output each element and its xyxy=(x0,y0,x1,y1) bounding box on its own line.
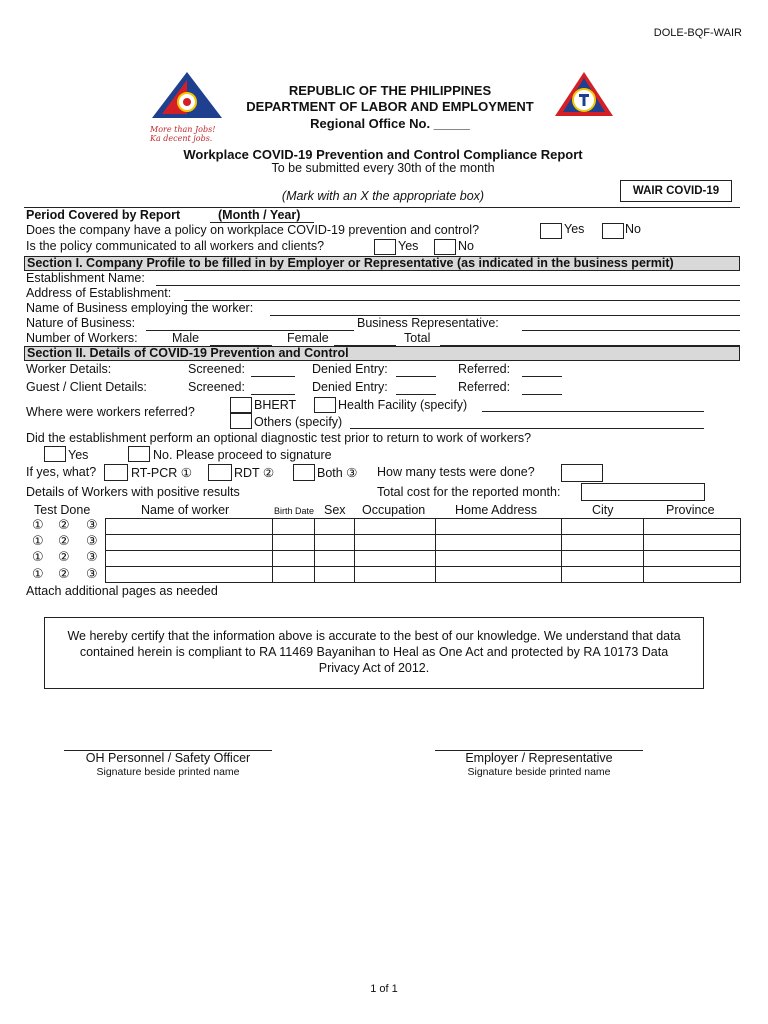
col-occupation: Occupation xyxy=(362,503,426,517)
table-row xyxy=(106,519,741,535)
policy-q1-no-checkbox[interactable] xyxy=(602,223,624,239)
table-row xyxy=(106,535,741,551)
total-cost-input[interactable] xyxy=(581,483,705,501)
business-employing-field[interactable] xyxy=(270,315,740,316)
instruction-text: (Mark with an X the appropriate box) xyxy=(281,189,485,203)
cell-name[interactable] xyxy=(106,567,273,583)
cell-city[interactable] xyxy=(562,551,644,567)
header-republic: REPUBLIC OF THE PHILIPPINES xyxy=(288,83,492,98)
cell-birth-date[interactable] xyxy=(273,535,315,551)
form-code: DOLE-BQF-WAIR xyxy=(653,27,742,39)
both-checkbox[interactable] xyxy=(293,464,315,481)
cell-name[interactable] xyxy=(106,551,273,567)
diag-yes-checkbox[interactable] xyxy=(44,446,66,462)
how-many-input[interactable] xyxy=(561,464,603,482)
logo-tagline-2: Ka decent jobs. xyxy=(150,134,213,143)
col-sex: Sex xyxy=(324,503,346,517)
col-test-done: Test Done xyxy=(34,503,91,517)
rtpcr-label: RT-PCR ① xyxy=(131,466,192,480)
cell-city[interactable] xyxy=(562,535,644,551)
cell-occupation[interactable] xyxy=(355,551,436,567)
worker-referred-field[interactable] xyxy=(522,376,562,377)
policy-question-2: Is the policy communicated to all workers and clients? xyxy=(26,239,325,253)
establishment-name-label: Establishment Name: xyxy=(26,271,145,285)
option-3[interactable]: ③ xyxy=(86,566,98,581)
wair-badge: WAIR COVID-19 xyxy=(620,180,732,202)
total-label: Total xyxy=(404,331,431,345)
total-cost-label: Total cost for the reported month: xyxy=(377,485,561,499)
diag-yes-label: Yes xyxy=(68,448,89,462)
rtpcr-checkbox[interactable] xyxy=(104,464,128,481)
policy-q1-yes-checkbox[interactable] xyxy=(540,223,562,239)
worker-referred-label: Referred: xyxy=(458,362,511,376)
rdt-checkbox[interactable] xyxy=(208,464,232,481)
positive-workers-table xyxy=(105,518,741,583)
nature-label: Nature of Business: xyxy=(26,316,136,330)
cell-birth-date[interactable] xyxy=(273,567,315,583)
diagnostic-question: Did the establishment perform an optional diagnostic test prior to return to work of workers? xyxy=(26,431,532,445)
others-checkbox[interactable] xyxy=(230,413,252,429)
cell-occupation[interactable] xyxy=(355,535,436,551)
details-positive-label: Details of Workers with positive results xyxy=(26,485,240,499)
col-name: Name of worker xyxy=(141,503,230,517)
rdt-label: RDT ② xyxy=(234,466,275,480)
policy-q1-yes-label: Yes xyxy=(564,222,585,236)
section-2-header: Section II. Details of COVID-19 Prevention and Control xyxy=(24,346,740,361)
how-many-label: How many tests were done? xyxy=(377,465,535,479)
option-3[interactable]: ③ xyxy=(86,533,98,548)
logo-tagline-1: More than Jobs! xyxy=(150,125,216,134)
report-subtitle: To be submitted every 30th of the month xyxy=(271,161,495,175)
header-department: DEPARTMENT OF LABOR AND EMPLOYMENT xyxy=(246,99,534,114)
cell-birth-date[interactable] xyxy=(273,551,315,567)
period-label: Period Covered by Report xyxy=(26,208,181,222)
guest-denied-field[interactable] xyxy=(396,394,436,395)
bhert-label: BHERT xyxy=(254,398,297,412)
business-employing-label: Name of Business employing the worker: xyxy=(26,301,254,315)
certification-text: We hereby certify that the information above is accurate to the best of our knowledge. We understand that data contained herein is compliant to RA 11469 Bayanihan to Heal as One Act and protected by RA 10173 Data Privacy Act of 2012. xyxy=(67,629,681,675)
col-city: City xyxy=(592,503,614,517)
col-birth-date: Birth Date xyxy=(274,506,315,516)
representative-label: Business Representative: xyxy=(357,316,499,330)
cell-province[interactable] xyxy=(644,535,741,551)
cell-occupation[interactable] xyxy=(355,567,436,583)
cell-city[interactable] xyxy=(562,519,644,535)
option-3[interactable]: ③ xyxy=(86,549,98,564)
guest-screened-label: Screened: xyxy=(188,380,245,394)
diag-no-label: No. Please proceed to signature xyxy=(153,448,332,462)
diag-no-checkbox[interactable] xyxy=(128,446,150,462)
page-number: 1 of 1 xyxy=(370,983,398,995)
policy-q2-no-checkbox[interactable] xyxy=(434,239,456,255)
worker-denied-field[interactable] xyxy=(396,376,436,377)
certification-box xyxy=(44,617,704,689)
both-label: Both ③ xyxy=(317,466,358,480)
cell-sex[interactable] xyxy=(315,567,355,583)
policy-question-1: Does the company have a policy on workplace COVID-19 prevention and control? xyxy=(26,223,480,237)
representative-field[interactable] xyxy=(522,330,740,331)
guest-screened-field[interactable] xyxy=(251,394,295,395)
cell-province[interactable] xyxy=(644,519,741,535)
health-facility-field[interactable] xyxy=(482,411,704,412)
option-2[interactable]: ② xyxy=(58,533,70,548)
option-3[interactable]: ③ xyxy=(86,517,98,532)
cell-sex[interactable] xyxy=(315,551,355,567)
cell-home-address[interactable] xyxy=(436,551,562,567)
option-1[interactable]: ① xyxy=(32,549,44,564)
worker-denied-label: Denied Entry: xyxy=(312,362,388,376)
option-2[interactable]: ② xyxy=(58,549,70,564)
attach-note: Attach additional pages as needed xyxy=(26,584,218,598)
worker-screened-label: Screened: xyxy=(188,362,245,376)
cell-occupation[interactable] xyxy=(355,519,436,535)
option-2[interactable]: ② xyxy=(58,517,70,532)
address-label: Address of Establishment: xyxy=(26,286,172,300)
cell-name[interactable] xyxy=(106,535,273,551)
cell-sex[interactable] xyxy=(315,535,355,551)
period-value[interactable]: (Month / Year) xyxy=(218,208,301,222)
health-facility-checkbox[interactable] xyxy=(314,397,336,413)
section-1-header: Section I. Company Profile to be filled in by Employer or Representative (as indicated in the business permit) xyxy=(24,256,740,271)
health-facility-label: Health Facility (specify) xyxy=(338,398,468,412)
cell-home-address[interactable] xyxy=(436,567,562,583)
col-home-address: Home Address xyxy=(455,503,537,517)
others-label: Others (specify) xyxy=(254,415,343,429)
option-2[interactable]: ② xyxy=(58,566,70,581)
guest-details-label: Guest / Client Details: xyxy=(26,380,147,394)
if-yes-label: If yes, what? xyxy=(26,465,97,479)
policy-q2-no-label: No xyxy=(458,239,474,253)
header-regional-office: Regional Office No. _____ xyxy=(310,116,470,131)
cell-province[interactable] xyxy=(644,567,741,583)
bhert-checkbox[interactable] xyxy=(230,397,252,413)
worker-details-label: Worker Details: xyxy=(26,362,112,376)
col-province: Province xyxy=(666,503,715,517)
cell-sex[interactable] xyxy=(315,519,355,535)
female-label: Female xyxy=(287,331,329,345)
address-field[interactable] xyxy=(184,300,740,301)
guest-referred-field[interactable] xyxy=(522,394,562,395)
option-1[interactable]: ① xyxy=(32,566,44,581)
cell-home-address[interactable] xyxy=(436,519,562,535)
cell-city[interactable] xyxy=(562,567,644,583)
worker-screened-field[interactable] xyxy=(251,376,295,377)
male-label: Male xyxy=(172,331,200,345)
policy-q1-no-label: No xyxy=(625,222,641,236)
policy-q2-yes-checkbox[interactable] xyxy=(374,239,396,255)
left-signature-subtitle: Signature beside printed name xyxy=(96,766,240,778)
cell-birth-date[interactable] xyxy=(273,519,315,535)
cell-province[interactable] xyxy=(644,551,741,567)
table-row xyxy=(106,567,741,583)
policy-q2-yes-label: Yes xyxy=(398,239,419,253)
num-workers-label: Number of Workers: xyxy=(26,331,138,345)
report-title: Workplace COVID-19 Prevention and Control Compliance Report xyxy=(183,147,583,162)
table-row xyxy=(106,551,741,567)
others-field[interactable] xyxy=(350,428,704,429)
option-1[interactable]: ① xyxy=(32,517,44,532)
left-signature-title: OH Personnel / Safety Officer xyxy=(85,751,251,765)
right-signature-title: Employer / Representative xyxy=(465,751,613,765)
cell-home-address[interactable] xyxy=(436,535,562,551)
where-referred-label: Where were workers referred? xyxy=(26,405,195,419)
establishment-name-field[interactable] xyxy=(156,285,740,286)
cell-name[interactable] xyxy=(106,519,273,535)
guest-denied-label: Denied Entry: xyxy=(312,380,388,394)
option-1[interactable]: ① xyxy=(32,533,44,548)
guest-referred-label: Referred: xyxy=(458,380,511,394)
right-signature-subtitle: Signature beside printed name xyxy=(467,766,611,778)
